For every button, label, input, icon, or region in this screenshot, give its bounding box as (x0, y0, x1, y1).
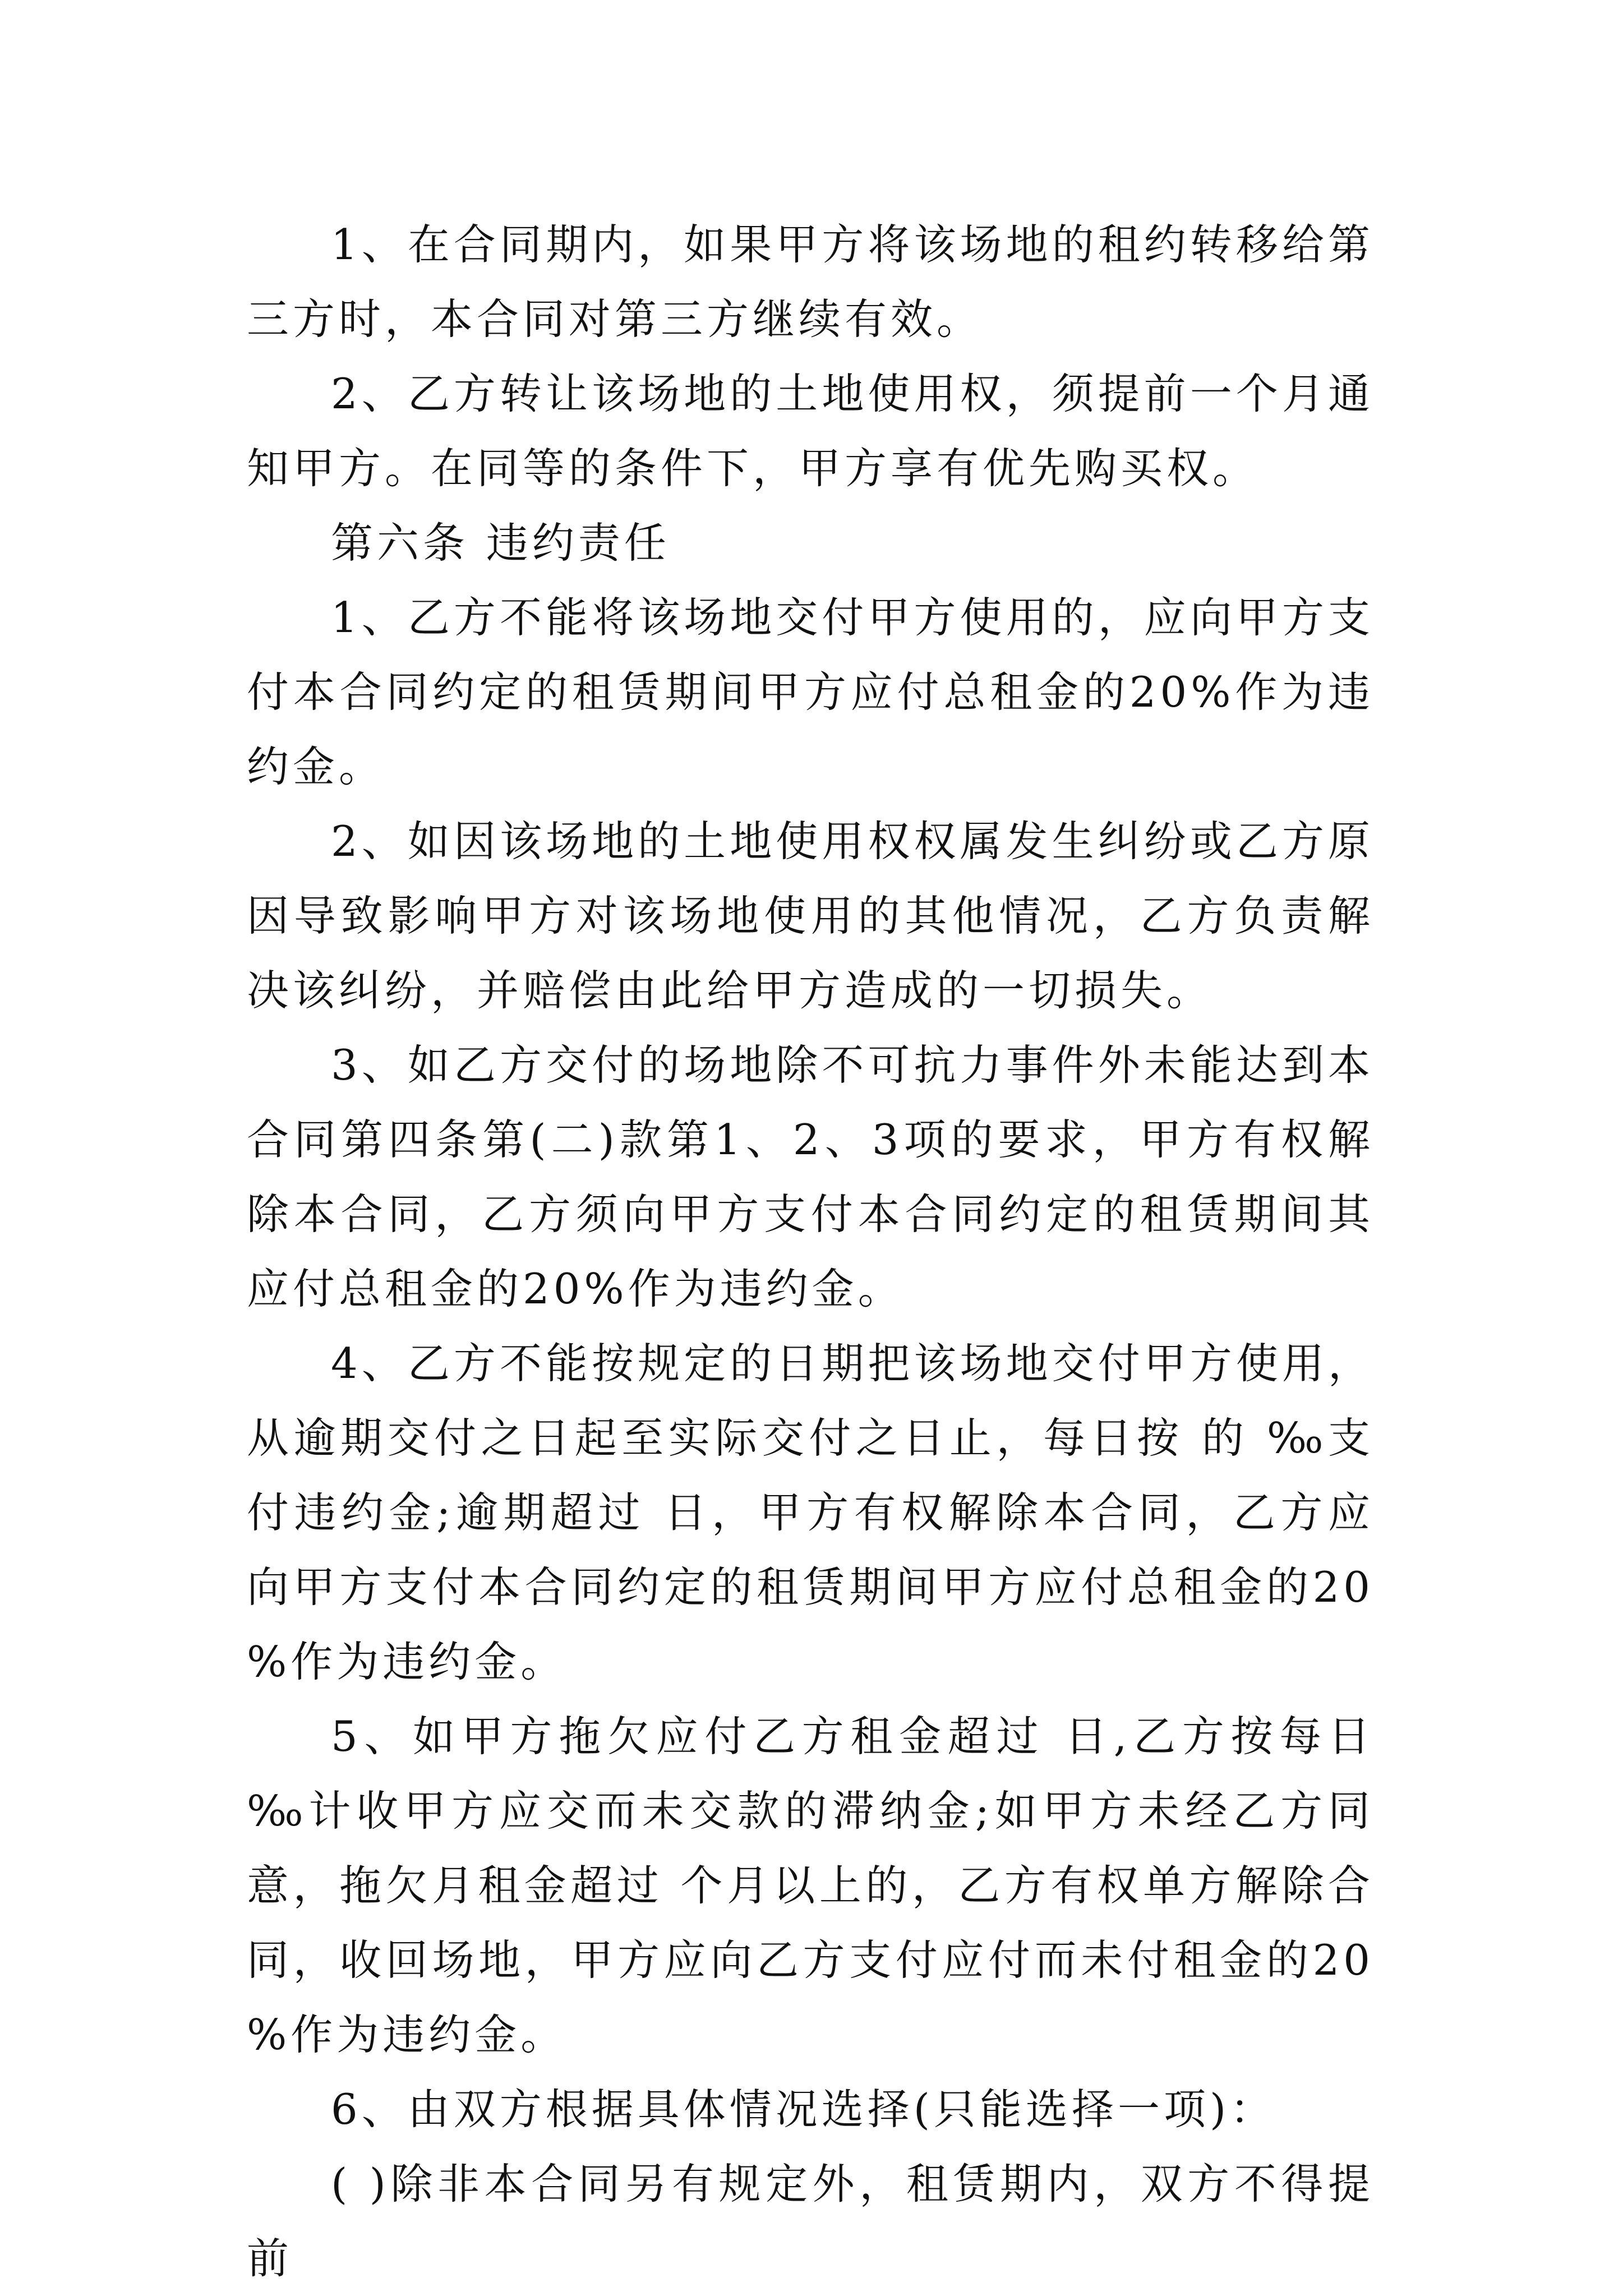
clause-breach-4: 4、乙方不能按规定的日期把该场地交付甲方使用，从逾期交付之日起至实际交付之日止，每日按 的 ‰支付违约金;逾期超过 日，甲方有权解除本合同，乙方应向甲方支付本合同约定的租赁期间甲方应付总租金的20%作为违约金。 (247, 1339, 1374, 1686)
clause-land-use-right-transfer: 2、乙方转让该场地的土地使用权，须提前一个月通知甲方。在同等的条件下，甲方享有优先购买权。 (247, 369, 1374, 493)
clause-breach-5: 5、如甲方拖欠应付乙方租金超过 日,乙方按每日 ‰计收甲方应交而未交款的滞纳金;如甲方未经乙方同意，拖欠月租金超过 个月以上的，乙方有权单方解除合同，收回场地，甲方应向乙方支付应付而未付租金的20%作为违约金。 (247, 1712, 1391, 2059)
clause-option-early-termination: ( )除非本合同另有规定外，租赁期内，双方不得提前 (247, 2159, 1374, 2283)
clause-transfer-to-third-party: 1、在合同期内，如果甲方将该场地的租约转移给第三方时，本合同对第三方继续有效。 (247, 220, 1374, 344)
section-heading-article-six: 第六条 违约责任 (331, 518, 670, 568)
clause-breach-3: 3、如乙方交付的场地除不可抗力事件外未能达到本合同第四条第(二)款第1、2、3项的要求，甲方有权解除本合同，乙方须向甲方支付本合同约定的租赁期间其应付总租金的20%作为违约金。 (247, 1040, 1374, 1313)
clause-breach-1: 1、乙方不能将该场地交付甲方使用的，应向甲方支付本合同约定的租赁期间甲方应付总租金的20%作为违约金。 (247, 593, 1374, 791)
clause-breach-6: 6、由双方根据具体情况选择(只能选择一项)： (331, 2085, 1276, 2134)
clause-breach-2: 2、如因该场地的土地使用权权属发生纠纷或乙方原因导致影响甲方对该场地使用的其他情况，乙方负责解决该纠纷，并赔偿由此给甲方造成的一切损失。 (247, 817, 1374, 1015)
document-body (247, 208, 1391, 2296)
